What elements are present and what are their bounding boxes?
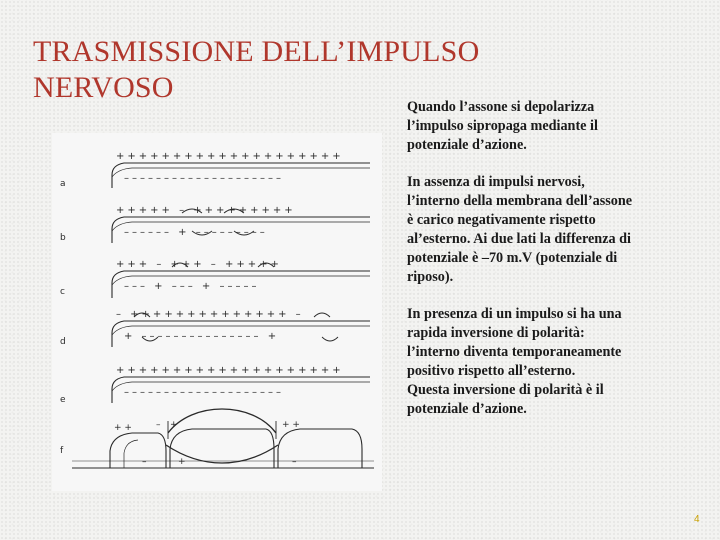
title-line-1: TRASMISSIONE DELL’IMPULSO — [33, 35, 480, 68]
svg-text:–––––– + –––––––––: –––––– + ––––––––– — [124, 227, 268, 238]
svg-text:–: – — [292, 457, 297, 467]
paragraph-depolarization: Quando l’assone si depolarizza l’impulso sipropaga mediante il potenziale d’azione. — [407, 99, 598, 153]
svg-text:+++++ – +++++++++: +++++ – +++++++++ — [116, 205, 296, 216]
title-line-2: NERVOSO — [33, 71, 174, 104]
axon-panel-e — [112, 365, 370, 403]
paragraph-action-potential: In presenza di un impulso si ha una rapida inversione di polarità: l’interno diventa temporaneamente positivo rispetto all’esterno. Questa inversione di polarità è il potenziale d’azione. — [407, 306, 622, 417]
svg-text:+ +: + + — [114, 423, 132, 433]
panel-label-c: c — [60, 287, 65, 297]
axon-impulse-figure — [52, 133, 382, 491]
panel-label-a: a — [60, 179, 66, 189]
svg-text:+: + — [178, 457, 186, 467]
axon-panel-a — [112, 151, 370, 188]
panel-label-d: d — [60, 337, 66, 347]
slide-title — [33, 34, 479, 106]
svg-text:+ +: + + — [282, 420, 300, 430]
svg-text:––––––––––––––––––––: –––––––––––––––––––– — [124, 173, 284, 184]
svg-text:–: – — [142, 457, 147, 467]
page-number: 4 — [694, 514, 700, 525]
axon-panel-c — [112, 259, 370, 298]
svg-text:––––––––––––––––––––: –––––––––––––––––––– — [124, 387, 284, 398]
axon-panel-b — [112, 205, 370, 243]
panel-label-f: f — [60, 446, 64, 456]
panel-label-b: b — [60, 233, 66, 243]
axon-panel-d — [112, 309, 370, 347]
svg-text:–: – — [156, 420, 161, 430]
slide-body-text — [407, 98, 701, 437]
axon-panel-f — [72, 409, 374, 468]
svg-text:+: + — [170, 420, 178, 430]
svg-text:+ ––––––––––––––– +: + ––––––––––––––– + — [124, 331, 280, 342]
svg-text:++++++++++++++++++++: ++++++++++++++++++++ — [116, 151, 344, 162]
svg-text:++++++++++++++++++++: ++++++++++++++++++++ — [116, 365, 344, 376]
paragraph-resting-potential: In assenza di impulsi nervosi, l’interno della membrana dell’assone è carico negativamente rispetto al’esterno. Ai due lati la differenza di potenziale è –70 m.V (potenziale di riposo). — [407, 174, 633, 285]
svg-text:– ++++++++++++++ –: – ++++++++++++++ – — [116, 309, 304, 320]
svg-text:+++ – +++ – +++++: +++ – +++ – +++++ — [116, 259, 282, 270]
panel-label-e: e — [60, 395, 66, 405]
svg-text:––– + ––– + –––––: ––– + ––– + ––––– — [124, 281, 260, 292]
